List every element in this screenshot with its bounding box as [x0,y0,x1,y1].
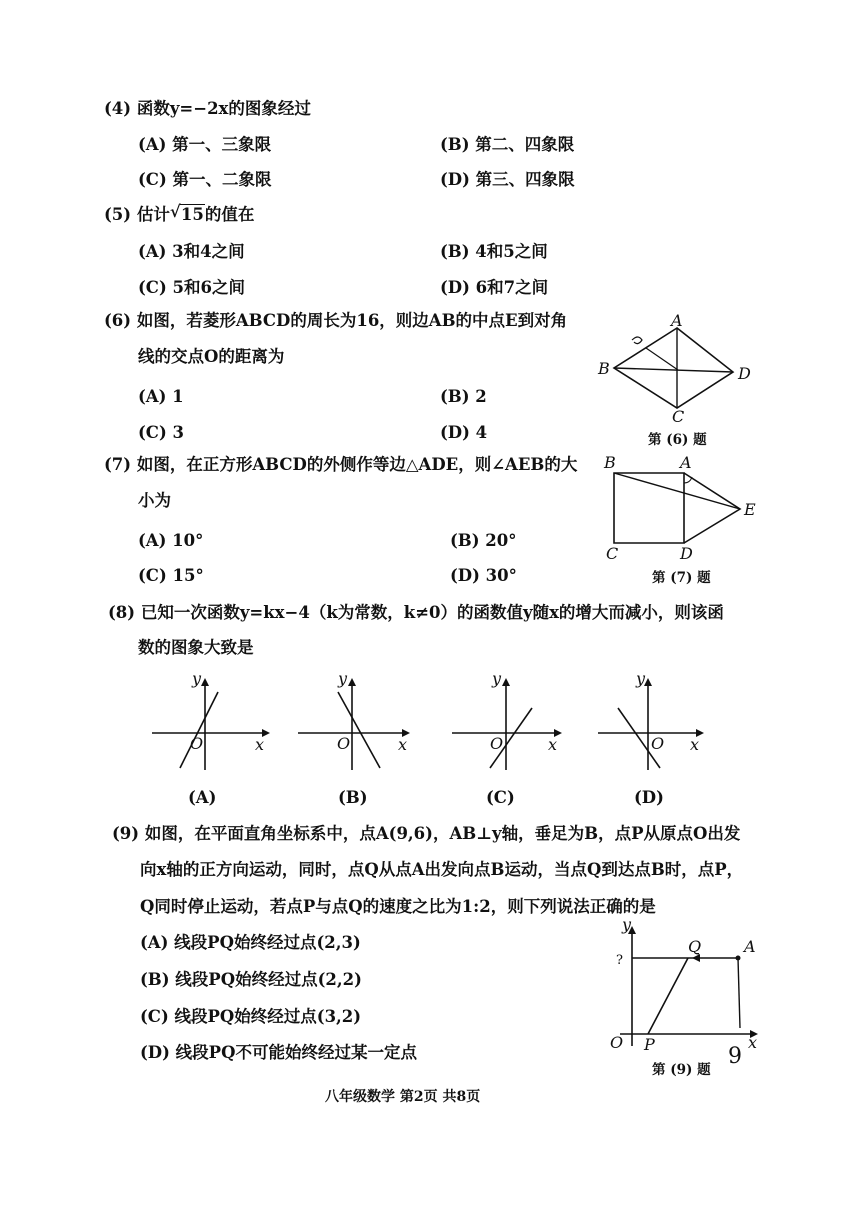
q5-option-c: (C) 5和6之间 [138,278,245,297]
diagonal-bd [614,368,733,372]
q8-graph-a-label: (A) [188,788,217,807]
graph-a-y-label: y [192,669,202,688]
handwritten-question-mark: ? [616,953,623,968]
q4-option-c: (C) 第一、二象限 [138,170,272,189]
graph-a-line [180,692,218,768]
q8-line2: 数的图象大致是 [138,638,254,657]
graph-b-x-label: x [398,735,408,754]
graph-d [598,669,704,770]
q9-line2: 向x轴的正方向运动，同时，点Q从点A出发向点B运动，当点Q到达点B时，点P， [140,860,744,879]
graph-b-origin: O [337,734,351,753]
q7-option-a: (A) 10° [138,531,204,550]
q9-label-p: P [644,1035,655,1054]
q6-line2: 线的交点O的距离为 [138,347,285,366]
arrow-icon [502,678,510,686]
segment-eo [646,348,678,370]
graph-c-origin: O [490,734,504,753]
q9-option-a: (A) 线段PQ始终经过点(2,3) [140,933,361,952]
q9-option-c: (C) 线段PQ始终经过点(3,2) [140,1007,362,1026]
q9-line1: (9) 如图，在平面直角坐标系中，点A(9,6)，AB⊥y轴，垂足为B，点P从原点O出发 [112,824,741,843]
rhombus-label-c: C [672,407,685,426]
q5-option-a: (A) 3和4之间 [138,242,245,261]
graph-c [452,669,562,770]
q8-graphs [0,670,860,815]
q8-graph-d-label: (D) [634,788,664,807]
graph-c-x-label: x [548,735,558,754]
q7-line2: 小为 [138,491,171,510]
arrow-icon [644,678,652,686]
q7-figure-caption: 第 (7) 题 [652,570,711,586]
graph-d-origin: O [651,734,665,753]
point-a [736,956,741,961]
handwritten-mark [632,337,642,344]
q4-option-b: (B) 第二、四象限 [440,135,575,154]
q9-figure-caption: 第 (9) 题 [652,1062,711,1078]
q8-graph-c-label: (C) [486,788,515,807]
q5-option-d: (D) 6和7之间 [440,278,549,297]
q4-option-a: (A) 第一、三象限 [138,135,272,154]
q5-stem-suffix: 的值在 [204,205,255,224]
q9-line3: Q同时停止运动，若点P与点Q的速度之比为1:2，则下列说法正确的是 [140,897,656,916]
page-footer: 八年级数学 第2页 共8页 [325,1089,481,1105]
graph-d-y-label: y [636,669,646,688]
graph-b-line [338,692,380,768]
q7-option-d: (D) 30° [450,566,517,585]
q9-label-x: x [748,1033,758,1052]
q5-stem [104,202,255,224]
square-figure [600,455,770,565]
sqrt-symbol: √ 15 [169,202,204,224]
graph-d-x-label: x [690,735,700,754]
q7-option-b: (B) 20° [450,531,517,550]
q9-label-y: y [622,915,632,934]
square-label-c: C [606,544,619,563]
q6-option-d: (D) 4 [440,423,488,442]
q5-radicand: 15 [180,205,204,224]
q6-option-a: (A) 1 [138,387,184,406]
graph-a-x-label: x [255,735,265,754]
q4-option-d: (D) 第三、四象限 [440,170,575,189]
q9-option-b: (B) 线段PQ始终经过点(2,2) [140,970,362,989]
q8-line1: (8) 已知一次函数y=kx−4（k为常数，k≠0）的函数值y随x的增大而减小，则该函 [108,603,724,622]
rhombus-figure [590,311,770,426]
arrow-icon [348,678,356,686]
q9-option-d: (D) 线段PQ不可能始终经过某一定点 [140,1043,417,1062]
graph-c-y-label: y [492,669,502,688]
q7-line1: (7) 如图，在正方形ABCD的外侧作等边△ADE，则∠AEB的大 [104,455,578,474]
coordinate-figure [600,915,770,1069]
graph-b-y-label: y [338,669,348,688]
square-label-d: D [680,544,693,563]
q5-option-b: (B) 4和5之间 [440,242,548,261]
rhombus-label-d: D [738,364,751,383]
graph-b [298,669,410,770]
q6-option-c: (C) 3 [138,423,184,442]
segment-pq [648,958,688,1034]
graph-a [152,669,270,770]
q8-graph-b-label: (B) [338,788,368,807]
rhombus-label-b: B [598,359,610,378]
handwritten-nine: 9 [728,1044,742,1069]
square-label-e: E [744,500,756,519]
segment-be [614,473,740,509]
graph-a-origin: O [190,734,204,753]
rhombus-label-a: A [671,311,683,330]
q9-label-o: O [610,1033,624,1052]
triangle-ade [684,473,740,543]
handwritten-vertical [738,958,740,1028]
q7-option-c: (C) 15° [138,566,204,585]
square-label-a: A [680,453,692,472]
q6-figure-caption: 第 (6) 题 [648,432,707,448]
q6-line1: (6) 如图，若菱形ABCD的周长为16，则边AB的中点E到对角 [104,311,568,330]
q6-option-b: (B) 2 [440,387,487,406]
q5-stem-prefix: (5) 估计 [104,205,170,224]
square-label-b: B [604,453,616,472]
q9-label-q: Q [688,937,702,956]
arrow-icon [201,678,209,686]
q9-label-a: A [744,937,756,956]
q4-stem: (4) 函数y=−2x的图象经过 [104,99,311,118]
